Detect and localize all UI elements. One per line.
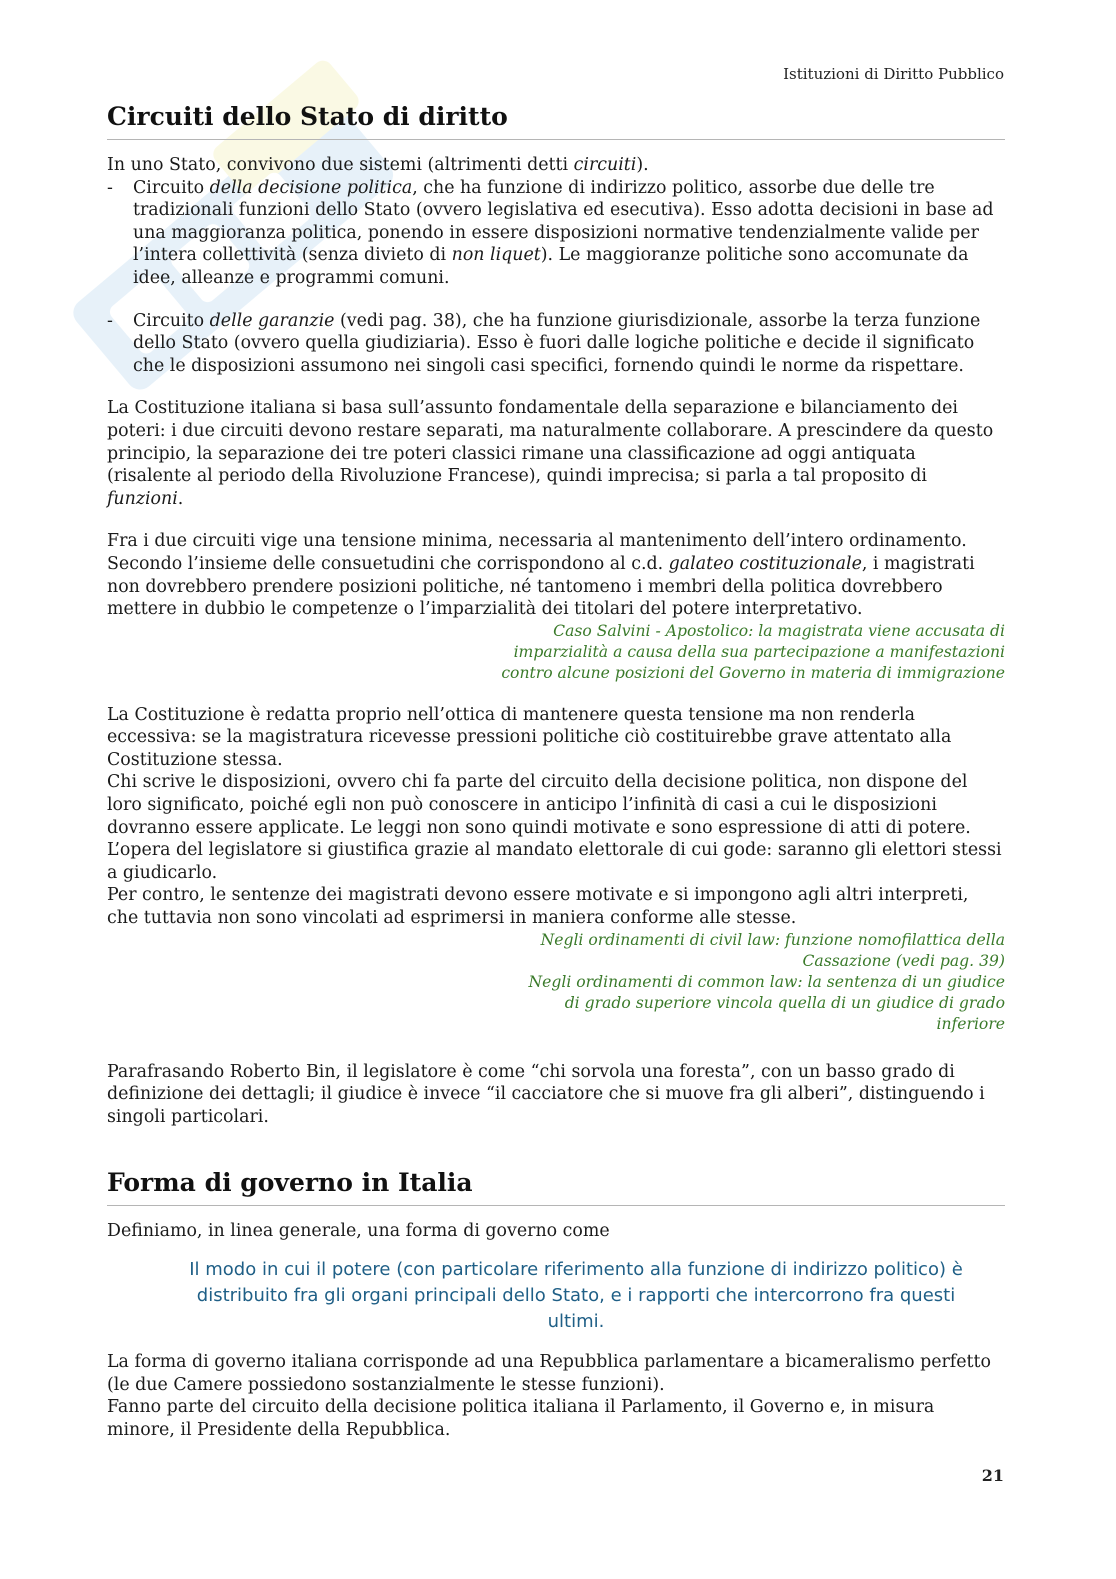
definition-quote: Il modo in cui il potere (con particolare riferimento alla funzione di indirizzo politico) è distribuito fra gli organi principali dello Stato, e i rapporti che intercorrono fra questi ultimi.: [189, 1259, 963, 1332]
section-title-circuiti: Circuiti dello Stato di diritto: [107, 102, 1005, 140]
page-number: 21: [981, 1466, 1004, 1485]
dash-bullet-icon: -: [107, 177, 113, 198]
note-line: imparzialità a causa della sua partecipazione a manifestazioni: [513, 642, 1005, 661]
paragraph-repubblica-parlamentare: La forma di governo italiana corrisponde ad una Repubblica parlamentare a bicameralismo perfetto (le due Camere possiedono sostanzialmente le stesse funzioni).: [107, 1352, 991, 1395]
section-forma-governo: [107, 1168, 1005, 1441]
note-line: Caso Salvini - Apostolico: la magistrata viene accusata di: [553, 621, 1005, 640]
note-line: Cassazione (vedi pag. 39): [802, 951, 1005, 970]
page-content: [107, 102, 1005, 1441]
note-line: di grado superiore vincola quella di un giudice di grado: [564, 993, 1005, 1012]
side-note-salvini: [107, 621, 1005, 684]
paragraph-tensione: Fra i due circuiti vige una tensione minima, necessaria al mantenimento dell’intero ordinamento. Secondo l’insieme delle consuetudini che corrispondono al c.d. galateo costituzionale, i magistrati non dovrebbero prendere posizioni politiche, né tantomeno i membri della politica dovrebbero mettere in dubbio le competenze o l’imparzialità dei titolari del potere interpretativo.: [107, 531, 975, 620]
paragraph-disposizioni: Chi scrive le disposizioni, ovvero chi fa parte del circuito della decisione politica, non dispone del loro significato, poiché egli non può conoscere in anticipo l’infinità di casi a cui le disposizioni dovranno essere applicate. Le leggi non sono quindi motivate e sono espressione di atti di potere.: [107, 772, 971, 838]
circuits-list: [107, 177, 1005, 378]
intro-forma-governo: Definiamo, in linea generale, una forma di governo come: [107, 1221, 610, 1242]
note-line: inferiore: [936, 1014, 1005, 1033]
paragraph-costituzione-tensione: La Costituzione è redatta proprio nell’ottica di mantenere questa tensione ma non renderla eccessiva: se la magistratura ricevesse pressioni politiche ciò costituirebbe grave attentato alla Costituzione stessa.: [107, 704, 952, 770]
note-line: Negli ordinamenti di common law: la sentenza di un giudice: [528, 972, 1005, 991]
paragraph-roberto-bin: Parafrasando Roberto Bin, il legislatore è come “chi sorvola una foresta”, con un basso grado di definizione dei dettagli; il giudice è invece “il cacciatore che si muove fra gli alberi”, distinguendo i singoli particolari.: [107, 1061, 985, 1127]
paragraph-circuito-italiano: Fanno parte del circuito della decisione politica italiana il Parlamento, il Governo e, in misura minore, il Presidente della Repubblica.: [107, 1397, 935, 1440]
section-title-forma-governo: Forma di governo in Italia: [107, 1168, 1005, 1206]
running-header: Istituzioni di Diritto Pubblico: [783, 65, 1004, 83]
note-line: contro alcune posizioni del Governo in materia di immigrazione: [501, 663, 1005, 682]
list-item-garanzie: - Circuito delle garanzie (vedi pag. 38), che ha funzione giurisdizionale, assorbe la terza funzione dello Stato (ovvero quella giudiziaria). Esso è fuori dalle logiche politiche e decide il significato che le disposizioni assumono nei singoli casi specifici, fornendo quindi le norme da rispettare.: [107, 310, 981, 376]
dash-bullet-icon: -: [107, 310, 113, 331]
paragraph-legislatore: L’opera del legislatore si giustifica grazie al mandato elettorale di cui gode: saranno gli elettori stessi a giudicarlo.: [107, 840, 1002, 883]
list-item-decisione-politica: - Circuito della decisione politica, che ha funzione di indirizzo politico, assorbe due delle tre tradizionali funzioni dello Stato (ovvero legislativa ed esecutiva). Esso adotta decisioni in base ad una maggioranza politica, ponendo in essere disposizioni normative tendenzialmente valide per l’intera collettività (senza divieto di non liquet). Le maggioranze politiche sono accomunate da idee, alleanze e programmi comuni.: [107, 177, 994, 288]
note-line: Negli ordinamenti di civil law: funzione nomofilattica della: [540, 930, 1005, 949]
paragraph-separazione-poteri: La Costituzione italiana si basa sull’assunto fondamentale della separazione e bilanciamento dei poteri: i due circuiti devono restare separati, ma naturalmente collaborare. A prescindere da questo principio, la separazione dei tre poteri classici rimane una classificazione ad oggi antiquata (risalente al periodo della Rivoluzione Francese), quindi imprecisa; si parla a tal proposito di funzioni.: [107, 398, 994, 509]
side-note-ordinamenti: [107, 930, 1005, 1035]
intro-paragraph: In uno Stato, convivono due sistemi (altrimenti detti circuiti).: [107, 155, 649, 175]
paragraph-sentenze: Per contro, le sentenze dei magistrati devono essere motivate e si impongono agli altri interpreti, che tuttavia non sono vincolati ad esprimersi in maniera conforme alle stesse.: [107, 885, 969, 929]
